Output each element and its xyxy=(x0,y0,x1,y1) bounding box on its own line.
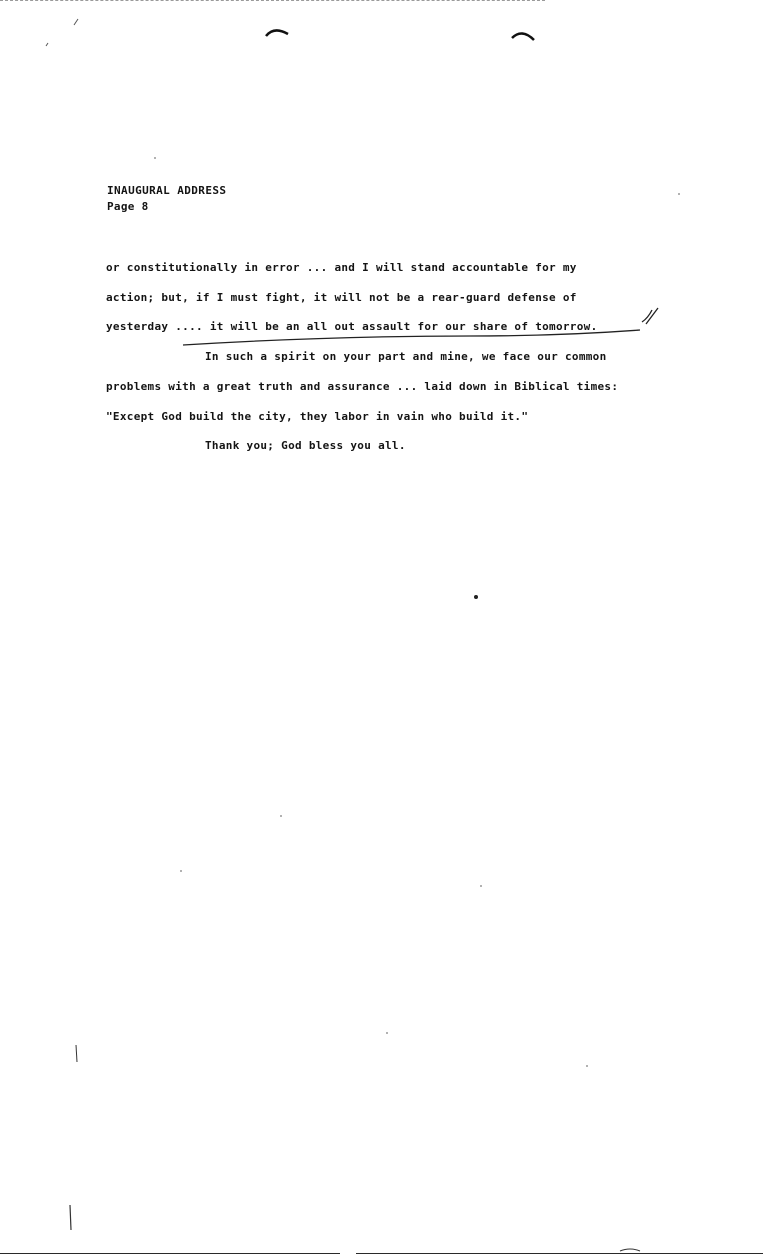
bottom-scan-edge-left xyxy=(0,1253,340,1254)
handwritten-checkmark xyxy=(642,308,658,324)
scan-speck xyxy=(386,1032,388,1034)
closing-line: Thank you; God bless you all. xyxy=(205,439,406,452)
margin-mark-left xyxy=(46,43,48,46)
scan-speck xyxy=(280,815,282,817)
page-number: Page 8 xyxy=(107,200,149,213)
margin-tick-lower-left-1 xyxy=(76,1045,77,1062)
scan-speck xyxy=(154,157,156,159)
body-line-1: or constitutionally in error ... and I will stand accountable for my xyxy=(106,261,577,274)
margin-mark-top-left xyxy=(74,19,78,25)
bottom-smudge xyxy=(620,1249,640,1251)
scan-speck xyxy=(678,193,680,195)
bottom-scan-edge-right xyxy=(356,1253,763,1254)
ink-dot xyxy=(474,595,478,599)
scan-speck xyxy=(480,885,482,887)
document-title: INAUGURAL ADDRESS xyxy=(107,184,227,197)
body-line-5: problems with a great truth and assurance ... laid down in Biblical times: xyxy=(106,380,619,393)
body-line-3: yesterday .... it will be an all out assault for our share of tomorrow. xyxy=(106,320,598,333)
body-line-6: "Except God build the city, they labor in vain who build it." xyxy=(106,410,529,423)
body-line-4: In such a spirit on your part and mine, we face our common xyxy=(205,350,607,363)
scan-speck xyxy=(586,1065,588,1067)
margin-tick-lower-left-2 xyxy=(70,1205,71,1230)
body-line-2: action; but, if I must fight, it will not be a rear-guard defense of xyxy=(106,291,577,304)
scan-speck xyxy=(180,870,182,872)
handwritten-underline xyxy=(183,330,640,345)
